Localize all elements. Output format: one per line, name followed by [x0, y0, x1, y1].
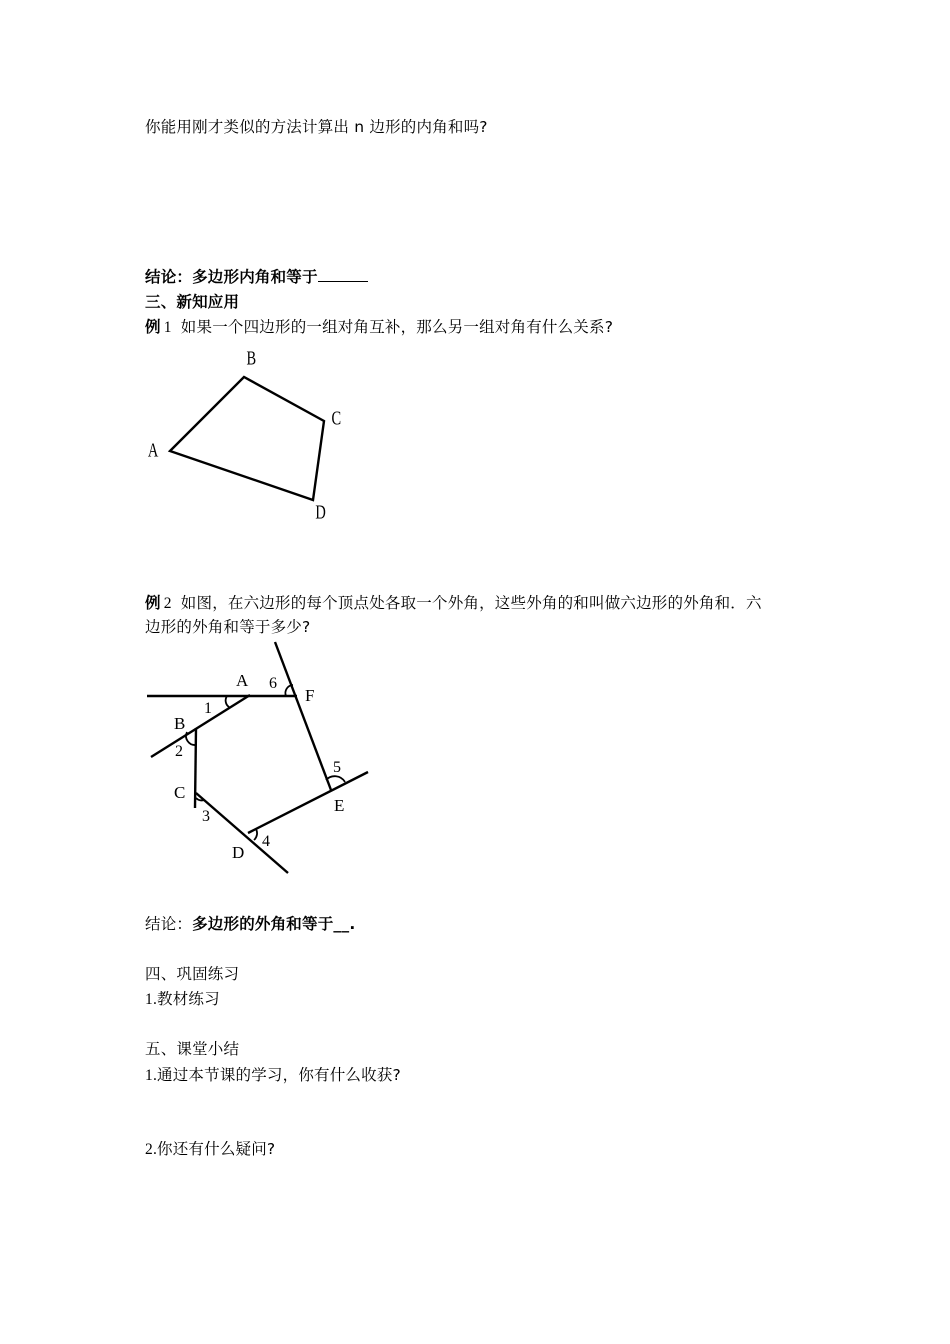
example-1-number: 1	[163, 319, 172, 336]
conclusion-2-period: .	[349, 915, 356, 933]
vertex-label-a: A	[147, 439, 159, 462]
conclusion-exterior-angle-sum	[145, 913, 355, 935]
example-2-label: 例	[145, 594, 161, 612]
section-4-item-1	[145, 988, 220, 1011]
angle-label-3: 3	[202, 808, 210, 825]
example-2-number: 2	[163, 595, 172, 612]
line-bc-extended	[195, 728, 196, 808]
angle-1-arc	[226, 696, 229, 707]
vertex-label-a: A	[236, 671, 249, 690]
line-ab-extended	[151, 695, 250, 757]
section-4-title: 四、巩固练习	[145, 965, 240, 983]
section-3-title: 三、新知应用	[145, 293, 240, 311]
section-5-item-1	[145, 1064, 401, 1087]
question-n-gon-interior-sum: 你能用刚才类似的方法计算出 n 边形的内角和吗?	[145, 118, 488, 136]
angle-label-2: 2	[175, 743, 183, 760]
vertex-label-e: E	[334, 796, 345, 815]
example-1-text: 如果一个四边形的一组对角互补，那么另一组对角有什么关系?	[180, 318, 614, 336]
angle-label-5: 5	[333, 759, 341, 776]
section-5-item-1-text: 通过本节课的学习，你有什么收获?	[157, 1066, 401, 1084]
angle-label-6: 6	[269, 675, 277, 692]
section-4-item-1-text: 教材练习	[157, 990, 220, 1008]
vertex-label-b: B	[174, 714, 186, 733]
example-2-text: 如图，在六边形的每个顶点处各取一个外角，这些外角的和叫做六边形的外角和．六	[180, 594, 762, 612]
conclusion-1-text: 结论：多边形内角和等于	[145, 268, 318, 286]
section-5-title: 五、课堂小结	[145, 1040, 240, 1058]
conclusion-2-prefix: 结论：	[145, 915, 193, 933]
conclusion-2-text: 多边形的外角和等于	[192, 915, 334, 933]
example-2-line-2: 边形的外角和等于多少?	[145, 618, 311, 636]
vertex-label-f: F	[305, 686, 315, 705]
angle-label-4: 4	[262, 833, 270, 850]
line-de-extended	[248, 772, 368, 833]
vertex-label-c: C	[174, 783, 186, 802]
section-5-item-2-number: 2.	[145, 1141, 158, 1158]
section-5-item-2	[145, 1138, 275, 1161]
conclusion-2-blank: __	[333, 915, 350, 933]
section-5-item-1-number: 1.	[145, 1067, 158, 1084]
vertex-label-b: B	[246, 347, 257, 370]
section-4-item-1-number: 1.	[145, 991, 158, 1008]
vertex-label-c: C	[331, 407, 342, 429]
line-fe-extended	[275, 642, 331, 790]
section-5-item-2-text: 你还有什么疑问?	[157, 1140, 276, 1158]
example-1-label: 例	[145, 318, 161, 336]
vertex-label-d: D	[232, 843, 245, 862]
angle-label-1: 1	[204, 700, 212, 717]
vertex-label-d: D	[315, 501, 326, 524]
